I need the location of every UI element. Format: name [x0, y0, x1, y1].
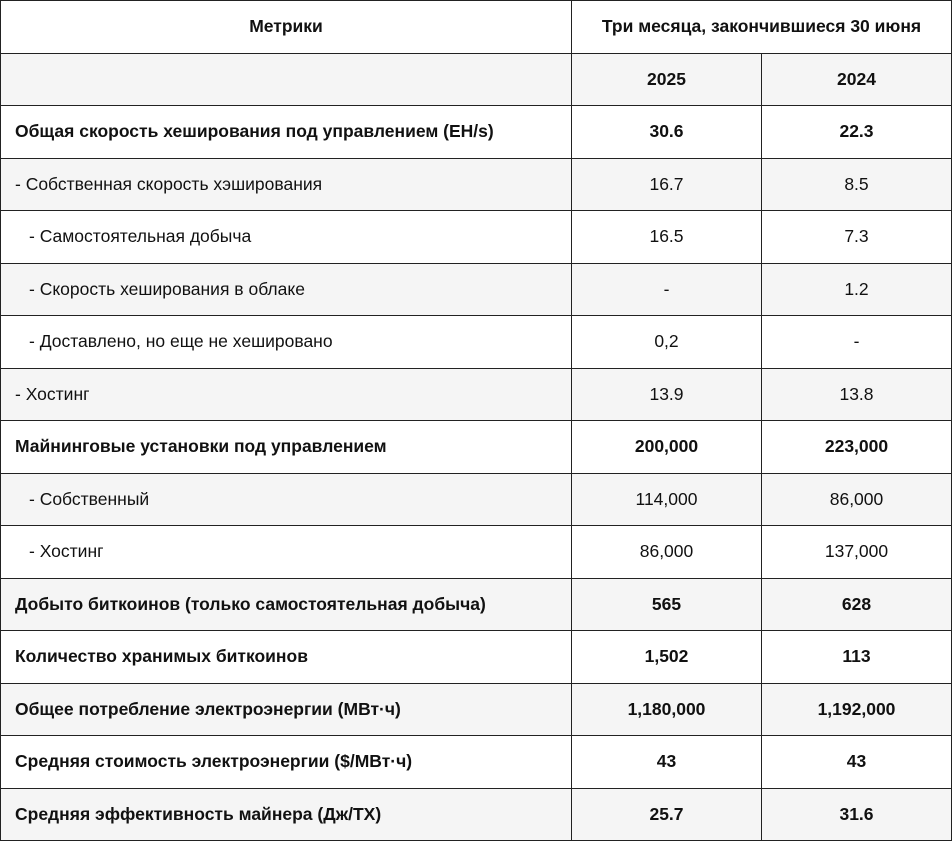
- value-2025: 1,180,000: [572, 683, 762, 736]
- period-column-header: Три месяца, закончившиеся 30 июня: [572, 1, 952, 54]
- metric-label: Количество хранимых биткоинов: [1, 631, 572, 684]
- table-row: [1, 421, 952, 474]
- metric-label: Средняя эффективность майнера (Дж/TX): [1, 788, 572, 841]
- table-row: [1, 788, 952, 841]
- value-2025: 1,502: [572, 631, 762, 684]
- metrics-column-header: Метрики: [1, 1, 572, 54]
- table-row: [1, 473, 952, 526]
- table-row: [1, 526, 952, 579]
- value-2025: 16.7: [572, 158, 762, 211]
- table-row: [1, 158, 952, 211]
- table-row: [1, 578, 952, 631]
- header-row: [1, 1, 952, 54]
- metric-label: - Хостинг: [1, 368, 572, 421]
- metric-label: Майнинговые установки под управлением: [1, 421, 572, 474]
- metric-label: Общее потребление электроэнергии (МВт·ч): [1, 683, 572, 736]
- value-2024: 113: [762, 631, 952, 684]
- table-row: [1, 368, 952, 421]
- value-2024: 22.3: [762, 106, 952, 159]
- value-2025: -: [572, 263, 762, 316]
- value-2024: 31.6: [762, 788, 952, 841]
- metric-label: Добыто биткоинов (только самостоятельная добыча): [1, 578, 572, 631]
- table-row: [1, 631, 952, 684]
- value-2025: 16.5: [572, 211, 762, 264]
- value-2024: 86,000: [762, 473, 952, 526]
- metric-label: - Самостоятельная добыча: [1, 211, 572, 264]
- metric-label: - Хостинг: [1, 526, 572, 579]
- value-2024: 13.8: [762, 368, 952, 421]
- table-row: [1, 211, 952, 264]
- table-row: [1, 106, 952, 159]
- metric-label: - Скорость хеширования в облаке: [1, 263, 572, 316]
- table-row: [1, 316, 952, 369]
- year-2025-header: 2025: [572, 53, 762, 106]
- metric-label: - Собственный: [1, 473, 572, 526]
- value-2025: 565: [572, 578, 762, 631]
- metric-label: - Доставлено, но еще не хешировано: [1, 316, 572, 369]
- table-row: [1, 683, 952, 736]
- metric-label: Средняя стоимость электроэнергии ($/МВт·ч): [1, 736, 572, 789]
- value-2025: 43: [572, 736, 762, 789]
- table-row: [1, 263, 952, 316]
- value-2025: 25.7: [572, 788, 762, 841]
- value-2025: 86,000: [572, 526, 762, 579]
- value-2024: -: [762, 316, 952, 369]
- value-2024: 8.5: [762, 158, 952, 211]
- value-2025: 13.9: [572, 368, 762, 421]
- value-2024: 43: [762, 736, 952, 789]
- value-2024: 1,192,000: [762, 683, 952, 736]
- value-2024: 7.3: [762, 211, 952, 264]
- value-2025: 0,2: [572, 316, 762, 369]
- value-2024: 628: [762, 578, 952, 631]
- value-2025: 30.6: [572, 106, 762, 159]
- value-2024: 1.2: [762, 263, 952, 316]
- value-2024: 137,000: [762, 526, 952, 579]
- empty-header-cell: [1, 53, 572, 106]
- metric-label: Общая скорость хеширования под управлением (EH/s): [1, 106, 572, 159]
- value-2025: 200,000: [572, 421, 762, 474]
- year-2024-header: 2024: [762, 53, 952, 106]
- year-header-row: [1, 53, 952, 106]
- value-2025: 114,000: [572, 473, 762, 526]
- table-row: [1, 736, 952, 789]
- value-2024: 223,000: [762, 421, 952, 474]
- metric-label: - Собственная скорость хэширования: [1, 158, 572, 211]
